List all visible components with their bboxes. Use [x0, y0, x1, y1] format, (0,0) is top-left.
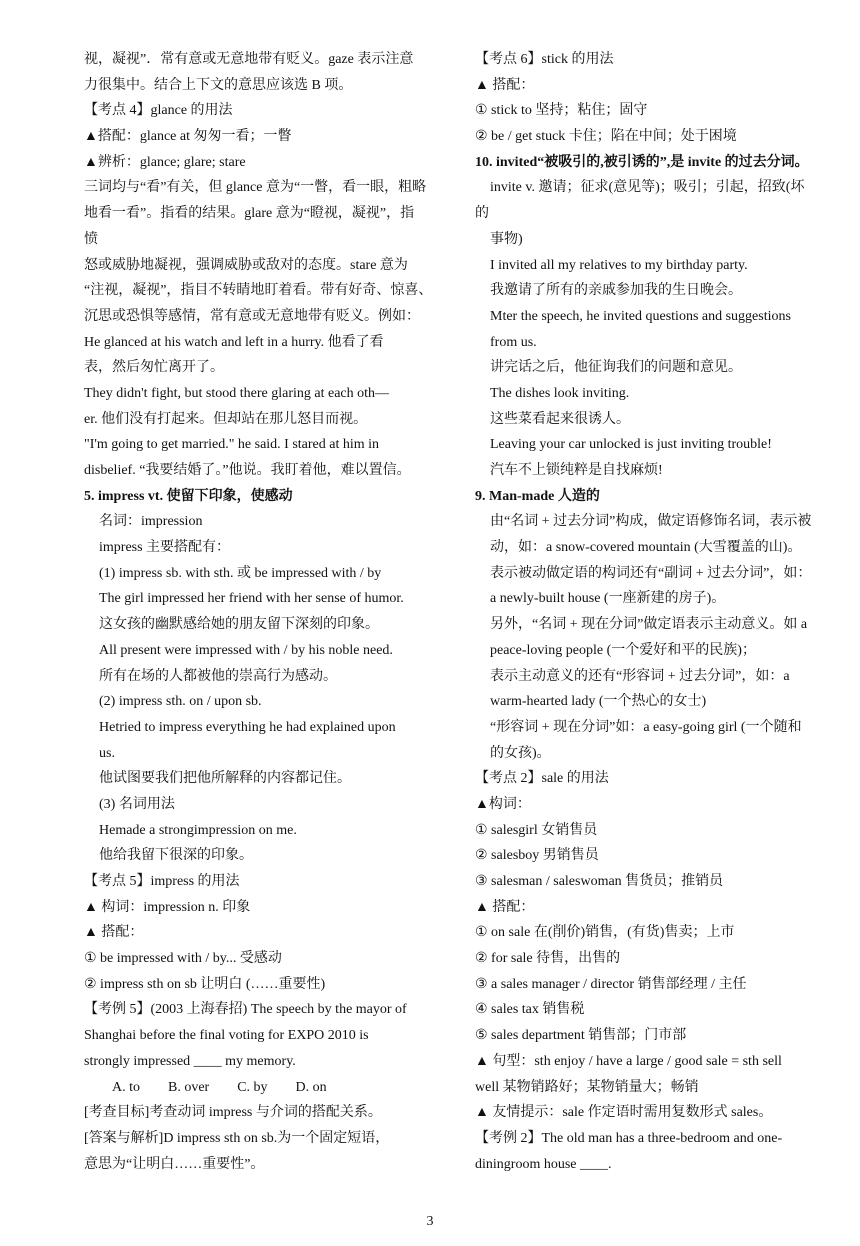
text-line: ② for sale 待售，出售的: [475, 951, 621, 967]
text-line: 事物): [490, 231, 523, 247]
text-line: ① stick to 坚持；粘住；固守: [475, 103, 648, 119]
text-line: ▲搭配：glance at 匆匆一看；一瞥: [84, 129, 292, 145]
text-line: 我邀请了所有的亲戚参加我的生日晚会。: [490, 283, 742, 299]
text-line: They didn't fight, but stood there glaring at each oth—: [84, 385, 390, 401]
text-line: 怒或威胁地凝视，强调威胁或敌对的态度。stare 意为: [84, 257, 408, 273]
text-line: ▲构词：: [475, 796, 531, 812]
vocab-heading: 9. Man-made 人造的: [475, 488, 600, 504]
text-line: 动，如：a snow-covered mountain (大雪覆盖的山)。: [490, 540, 802, 556]
text-line: from us.: [490, 334, 537, 350]
text-line: 三词均与“看”有关，但 glance 意为“一瞥，看一眼，粗略: [84, 180, 427, 196]
text-line: impress 主要搭配有：: [99, 540, 231, 556]
text-line: 这些菜看起来很诱人。: [490, 411, 630, 427]
text-line: ① on sale 在(削价)销售，(有货)售卖；上市: [475, 925, 735, 941]
text-line: ⑤ sales department 销售部；门市部: [475, 1028, 687, 1044]
text-line: ② salesboy 男销售员: [475, 848, 599, 864]
text-line: ③ a sales manager / director 销售部经理 / 主任: [475, 976, 747, 992]
text-line: peace-loving people (一个爱好和平的民族)；: [490, 642, 756, 658]
vocab-heading: 10. invited“被吸引的,被引诱的”,是 invite 的过去分词。: [475, 154, 809, 170]
text-line: ① salesgirl 女销售员: [475, 822, 598, 838]
text-line: strongly impressed ____ my memory.: [84, 1053, 296, 1069]
text-line: [答案与解析]D impress sth on sb.为一个固定短语，: [84, 1130, 390, 1146]
text-line: ▲ 友情提示：sale 作定语时需用复数形式 sales。: [475, 1105, 773, 1121]
text-line: ▲ 搭配：: [84, 925, 144, 941]
text-line: 力很集中。结合上下文的意思应该选 B 项。: [84, 77, 353, 93]
text-line: He glanced at his watch and left in a hurry. 他看了看: [84, 334, 384, 350]
text-line: “形容词 + 现在分词”如：a easy-going girl (一个随和: [490, 719, 802, 735]
exam-example: 【考例 5】(2003 上海春招) The speech by the mayor of: [84, 1002, 407, 1018]
text-line: 视，凝视”．常有意或无意地带有贬义。gaze 表示注意: [84, 52, 414, 67]
text-line: The dishes look inviting.: [490, 385, 630, 401]
text-line: Mter the speech, he invited questions and suggestions: [490, 308, 791, 324]
text-line: 表示被动做定语的构词还有“副词 + 过去分词”，如：: [490, 565, 812, 581]
text-line: invite v. 邀请；征求(意见等)；吸引；引起，招致(坏: [490, 180, 805, 196]
text-line: ④ sales tax 销售税: [475, 1002, 585, 1018]
text-line: (3) 名词用法: [99, 796, 175, 812]
text-line: disbelief. “我要结婚了。”他说。我盯着他，难以置信。: [84, 463, 411, 478]
text-line: ① be impressed with / by... 受感动: [84, 951, 282, 967]
text-line: a newly-built house (一座新建的房子)。: [490, 591, 726, 607]
text-line: us.: [99, 745, 115, 761]
right-column: [475, 47, 847, 1177]
text-line: well 某物销路好；某物销量大；畅销: [475, 1079, 699, 1095]
section-heading: 【考点 6】stick 的用法: [475, 52, 614, 67]
text-line: (1) impress sb. with sth. 或 be impressed with / by: [99, 565, 382, 581]
text-line: Hemade a strongimpression on me.: [99, 822, 297, 838]
text-line: 表，然后匆忙离开了。: [84, 360, 224, 376]
text-line: ▲ 句型：sth enjoy / have a large / good sale = sth sell: [475, 1053, 782, 1069]
text-line: diningroom house ____.: [475, 1156, 612, 1172]
answer-options: A. to B. over C. by D. on: [112, 1079, 327, 1095]
text-line: 这女孩的幽默感给她的朋友留下深刻的印象。: [99, 617, 379, 633]
text-line: 愤: [84, 231, 98, 247]
text-line: ② impress sth on sb 让明白 (……重要性): [84, 976, 326, 992]
page-number: 3: [426, 1214, 434, 1229]
text-line: 的女孩)。: [490, 745, 551, 761]
text-line: 的: [475, 206, 489, 222]
text-line: 他试图要我们把他所解释的内容都记住。: [99, 771, 351, 787]
text-line: 名词：impression: [99, 514, 203, 530]
vocab-heading: 5. impress vt. 使留下印象，使感动: [84, 488, 293, 504]
section-heading: 【考点 2】sale 的用法: [475, 771, 609, 787]
text-line: I invited all my relatives to my birthday party.: [490, 257, 748, 273]
text-line: All present were impressed with / by his noble need.: [99, 642, 393, 658]
text-line: ▲辨析：glance; glare; stare: [84, 154, 246, 170]
exam-example: 【考例 2】The old man has a three-bedroom and one-: [475, 1130, 783, 1146]
text-line: ③ salesman / saleswoman 售货员；推销员: [475, 874, 724, 889]
text-line: 地看一看”。指看的结果。glare 意为“瞪视，凝视”，指: [84, 206, 415, 222]
text-line: ▲ 构词：impression n. 印象: [84, 899, 251, 915]
left-column: [84, 47, 446, 1177]
text-line: Shanghai before the final voting for EXPO 2010 is: [84, 1028, 369, 1044]
text-line: er. 他们没有打起来。但却站在那儿怒目而视。: [84, 411, 368, 427]
text-line: 所有在场的人都被他的崇高行为感动。: [99, 668, 337, 684]
text-line: ▲ 搭配：: [475, 899, 535, 915]
text-line: “注视，凝视”，指目不转睛地盯着看。带有好奇、惊喜、: [84, 283, 433, 299]
text-line: warm-hearted lady (一个热心的女士): [490, 694, 707, 710]
text-line: Hetried to impress everything he had explained upon: [99, 719, 396, 735]
text-line: 由“名词 + 过去分词”构成，做定语修饰名词，表示被: [490, 514, 812, 530]
text-line: (2) impress sth. on / upon sb.: [99, 694, 262, 710]
text-line: "I'm going to get married." he said. I stared at him in: [84, 437, 380, 453]
text-line: 讲完话之后，他征询我们的问题和意见。: [490, 360, 742, 376]
text-line: 意思为“让明白……重要性”。: [84, 1156, 265, 1172]
text-line: ▲ 搭配：: [475, 77, 535, 93]
text-line: The girl impressed her friend with her sense of humor.: [99, 591, 404, 607]
text-line: [考查目标]考查动词 impress 与介词的搭配关系。: [84, 1105, 382, 1121]
text-line: ② be / get stuck 卡住；陷在中间；处于困境: [475, 129, 737, 145]
text-line: Leaving your car unlocked is just inviting trouble!: [490, 437, 772, 453]
text-line: 表示主动意义的还有“形容词 + 过去分词”，如：a: [490, 668, 790, 684]
text-line: 沉思或恐惧等感情，常有意或无意地带有贬义。例如：: [84, 308, 420, 324]
section-heading: 【考点 4】glance 的用法: [84, 103, 233, 119]
text-line: 另外，“名词 + 现在分词”做定语表示主动意义。如 a: [490, 617, 808, 633]
text-line: 汽车不上锁纯粹是自找麻烦!: [490, 463, 663, 478]
section-heading: 【考点 5】impress 的用法: [84, 874, 240, 889]
text-line: 他给我留下很深的印象。: [99, 848, 253, 864]
